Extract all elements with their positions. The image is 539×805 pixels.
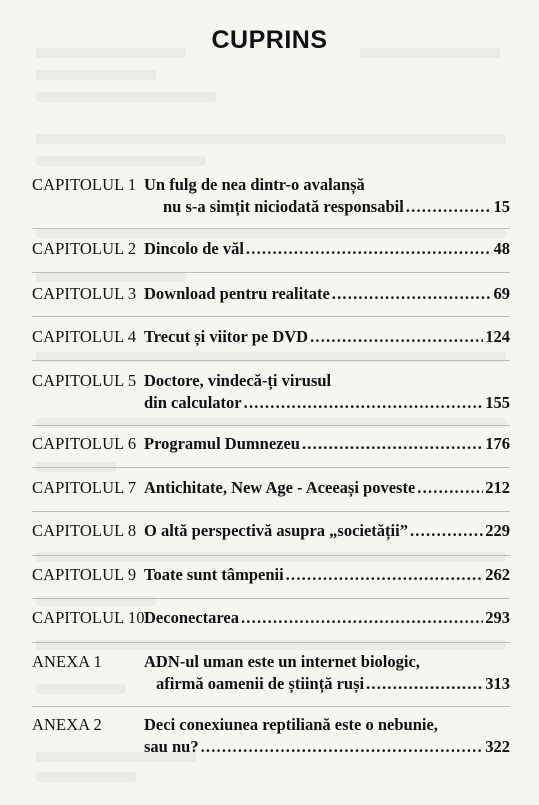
dot-leader [302, 433, 483, 455]
show-through-mark [36, 92, 216, 102]
divider [32, 228, 510, 229]
show-through-mark [36, 272, 186, 282]
entry-label: CAPITOLUL 8 [32, 521, 137, 540]
entry-title-continued: afirmă oamenii de știință ruși [156, 674, 365, 693]
entry-page-number: 322 [485, 737, 510, 756]
dot-leader [366, 673, 483, 695]
entry-label: CAPITOLUL 4 [32, 327, 137, 346]
entry-title: Deconectarea [144, 608, 239, 627]
entry-page-number: 155 [485, 393, 510, 412]
entry-page-number: 313 [485, 674, 510, 693]
toc-entry-chapter-3[interactable] [32, 283, 510, 305]
entry-page-number: 15 [493, 197, 510, 216]
entry-label: ANEXA 1 [32, 652, 102, 671]
show-through-mark [36, 418, 506, 428]
divider [32, 642, 510, 643]
entry-label: CAPITOLUL 3 [32, 284, 137, 303]
entry-label: CAPITOLUL 1 [32, 175, 137, 194]
entry-page-number: 229 [485, 521, 510, 540]
toc-entry-chapter-1[interactable] [32, 174, 510, 218]
toc-entry-chapter-7[interactable] [32, 477, 510, 499]
entry-page-number: 293 [485, 608, 510, 627]
dot-leader [332, 283, 492, 305]
entry-label: CAPITOLUL 2 [32, 239, 137, 258]
show-through-mark [36, 228, 506, 238]
dot-leader [201, 736, 484, 758]
entry-page-number: 48 [493, 239, 510, 258]
dot-leader [286, 564, 484, 586]
toc-entry-annex-2[interactable] [32, 714, 510, 758]
divider [32, 272, 510, 273]
entry-label: ANEXA 2 [32, 715, 102, 734]
toc-entry-chapter-6[interactable] [32, 433, 510, 455]
toc-entry-annex-1[interactable] [32, 651, 510, 695]
entry-page-number: 176 [485, 434, 510, 453]
entry-label: CAPITOLUL 6 [32, 434, 137, 453]
entry-title-continued: sau nu? [144, 737, 199, 756]
dot-leader [244, 392, 484, 414]
dot-leader [406, 196, 492, 218]
divider [32, 425, 510, 426]
divider [32, 706, 510, 707]
entry-title: Deci conexiunea reptiliană este o nebunie, [144, 715, 438, 734]
entry-label: CAPITOLUL 5 [32, 371, 137, 390]
entry-label: CAPITOLUL 10 [32, 608, 145, 627]
dot-leader [410, 520, 483, 542]
show-through-mark [36, 70, 156, 80]
dot-leader [241, 607, 483, 629]
dot-leader [310, 326, 483, 348]
toc-entry-chapter-4[interactable] [32, 326, 510, 348]
divider [32, 360, 510, 361]
entry-label: CAPITOLUL 9 [32, 565, 137, 584]
entry-title: ADN-ul uman este un internet biologic, [144, 652, 420, 671]
divider [32, 467, 510, 468]
entry-page-number: 69 [493, 284, 510, 303]
toc-entry-chapter-10[interactable] [32, 607, 510, 629]
entry-title: O altă perspectivă asupra „societății” [144, 521, 408, 540]
entry-title: Trecut și viitor pe DVD [144, 327, 309, 346]
show-through-mark [36, 772, 136, 782]
entry-page-number: 262 [485, 565, 510, 584]
entry-title: Toate sunt tâmpenii [144, 565, 284, 584]
divider [32, 598, 510, 599]
entry-title-continued: nu s-a simțit niciodată responsabil [163, 197, 404, 216]
entry-title: Antichitate, New Age - Aceeași poveste [144, 478, 416, 497]
entry-label: CAPITOLUL 7 [32, 478, 137, 497]
show-through-mark [36, 134, 506, 144]
entry-title: Programul Dumnezeu [144, 434, 300, 453]
show-through-mark [36, 156, 206, 166]
divider [32, 511, 510, 512]
entry-title: Doctore, vindecă-ți virusul [144, 371, 332, 390]
entry-title-continued: din calculator [144, 393, 242, 412]
toc-entry-chapter-5[interactable] [32, 370, 510, 414]
toc-entry-chapter-9[interactable] [32, 564, 510, 586]
toc-entry-chapter-2[interactable] [32, 238, 510, 260]
entry-title: Un fulg de nea dintr-o avalanșă [144, 175, 365, 194]
toc-entry-chapter-8[interactable] [32, 520, 510, 542]
show-through-mark [36, 552, 506, 562]
entry-title: Download pentru realitate [144, 284, 330, 303]
divider [32, 555, 510, 556]
page-title: CUPRINS [211, 26, 328, 54]
dot-leader [417, 477, 483, 499]
dot-leader [246, 238, 492, 260]
divider [32, 316, 510, 317]
entry-page-number: 124 [485, 327, 510, 346]
entry-title: Dincolo de văl [144, 239, 244, 258]
entry-page-number: 212 [485, 478, 510, 497]
